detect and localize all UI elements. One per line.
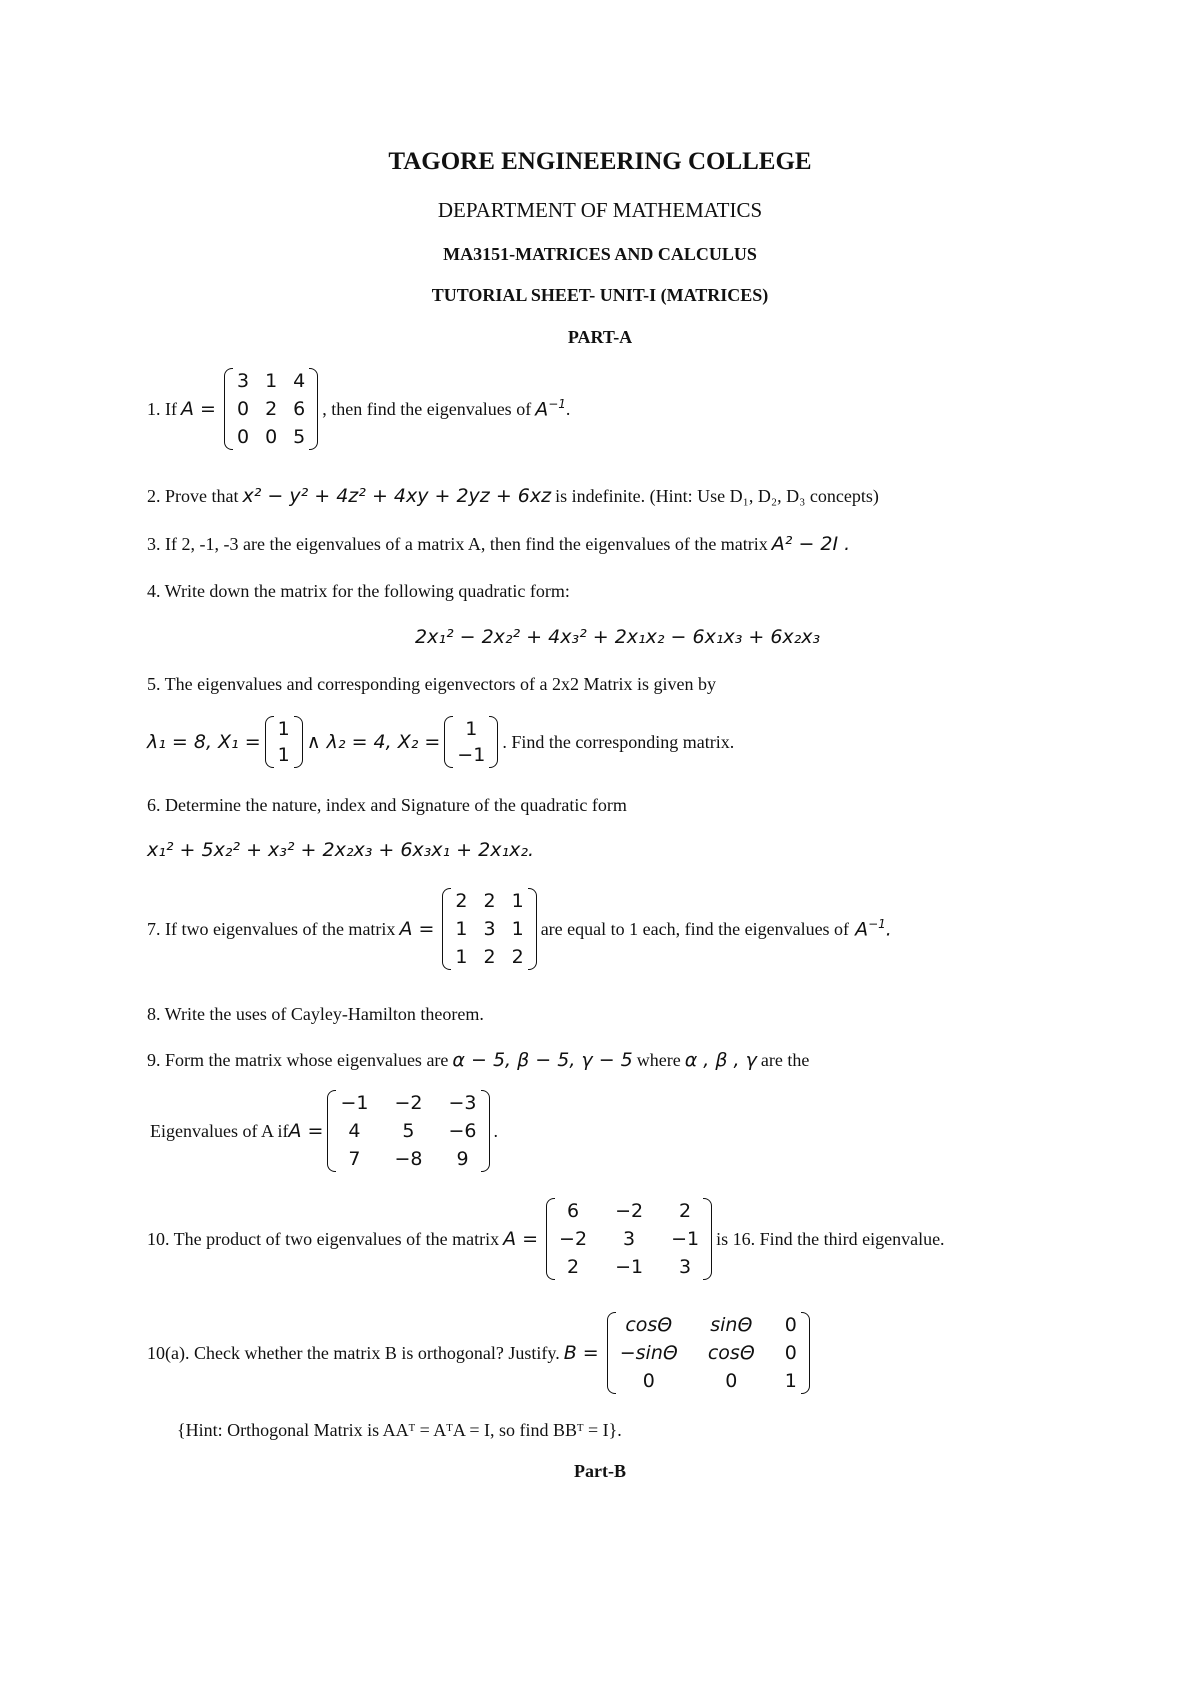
q4-expression: 2x₁² − 2x₂² + 4x₃² + 2x₁x₂ − 6x₁x₃ + 6x₂x₃: [415, 626, 821, 648]
q6-expression: x₁² + 5x₂² + x₃² + 2x₂x₃ + 6x₃x₁ + 2x₁x₂.: [147, 839, 534, 861]
question-6: 6. Determine the nature, index and Signature of the quadratic form: [147, 795, 627, 815]
part-b-heading: Part-B: [574, 1461, 626, 1481]
sheet-title: TUTORIAL SHEET- UNIT-I (MATRICES): [431, 285, 769, 305]
question-4: 4. Write down the matrix for the following quadratic form:: [147, 581, 570, 601]
q5-vector-1: 1 1: [265, 716, 303, 768]
q10a-hint: {Hint: Orthogonal Matrix is AAᵀ = AᵀA = I, so find BBᵀ = I}.: [177, 1420, 622, 1440]
q1-matrix: 3 1 4 0 2 6 0 0 5: [224, 368, 318, 450]
q5-eigen-line: λ₁ = 8, X₁ = 1 1 ∧ λ₂ = 4, X₂ = 1 −1 . Find the corresponding matrix.: [147, 718, 735, 766]
q9-matrix-line: Eigenvalues of A if A = −1 −2 −3 4 5 −6 7 −8 9 .: [150, 1092, 498, 1170]
question-5: 5. The eigenvalues and corresponding eigenvectors of a 2x2 Matrix is given by: [147, 674, 717, 694]
q9-expression: α − 5, β − 5, γ − 5: [452, 1049, 633, 1071]
department-title: DEPARTMENT OF MATHEMATICS: [437, 198, 763, 222]
q5-vector-2: 1 −1: [444, 716, 498, 768]
question-9: 9. Form the matrix whose eigenvalues are α − 5, β − 5, γ − 5 where α , β , γ are the: [147, 1049, 810, 1071]
course-title: MA3151-MATRICES AND CALCULUS: [443, 244, 757, 264]
q9-matrix: −1 −2 −3 4 5 −6 7 −8 9: [327, 1090, 489, 1172]
q10-matrix: 6 −2 2 −2 3 −1 2 −1 3: [546, 1198, 712, 1280]
part-a-heading: PART-A: [567, 327, 633, 347]
question-3: 3. If 2, -1, -3 are the eigenvalues of a matrix A, then find the eigenvalues of the matrix A² − 2I .: [147, 533, 851, 555]
question-2: 2. Prove that x² − y² + 4z² + 4xy + 2yz + 6xz is indefinite. (Hint: Use D₁, D₂, D₃ concepts): [147, 485, 879, 507]
question-10a: 10(a). Check whether the matrix B is orthogonal? Justify. B = cosΘ sinΘ 0 −sinΘ cosΘ 0 0 0 1: [147, 1312, 814, 1394]
q7-matrix: 2 2 1 1 3 1 1 2 2: [442, 888, 536, 970]
q3-expression: A² − 2I .: [771, 533, 851, 555]
question-1: 1. If A = 3 1 4 0 2 6 0 0 5 , then find the eigenvalues of $A^{-1}$ .: [147, 370, 571, 448]
q2-expression: x² − y² + 4z² + 4xy + 2yz + 6xz: [242, 485, 552, 507]
question-10: 10. The product of two eigenvalues of the matrix A = 6 −2 2 −2 3 −1 2 −1 3 is 16. Find the third eigenvalue.: [147, 1200, 945, 1278]
college-title: TAGORE ENGINEERING COLLEGE: [388, 148, 812, 175]
q10a-matrix: cosΘ sinΘ 0 −sinΘ cosΘ 0 0 0 1: [607, 1312, 810, 1394]
question-7: 7. If two eigenvalues of the matrix A = 2 2 1 1 3 1 1 2 2 are equal to 1 each, find the eigenvalues of $A^{-1}$.: [147, 890, 892, 968]
question-8: 8. Write the uses of Cayley-Hamilton theorem.: [147, 1004, 484, 1024]
